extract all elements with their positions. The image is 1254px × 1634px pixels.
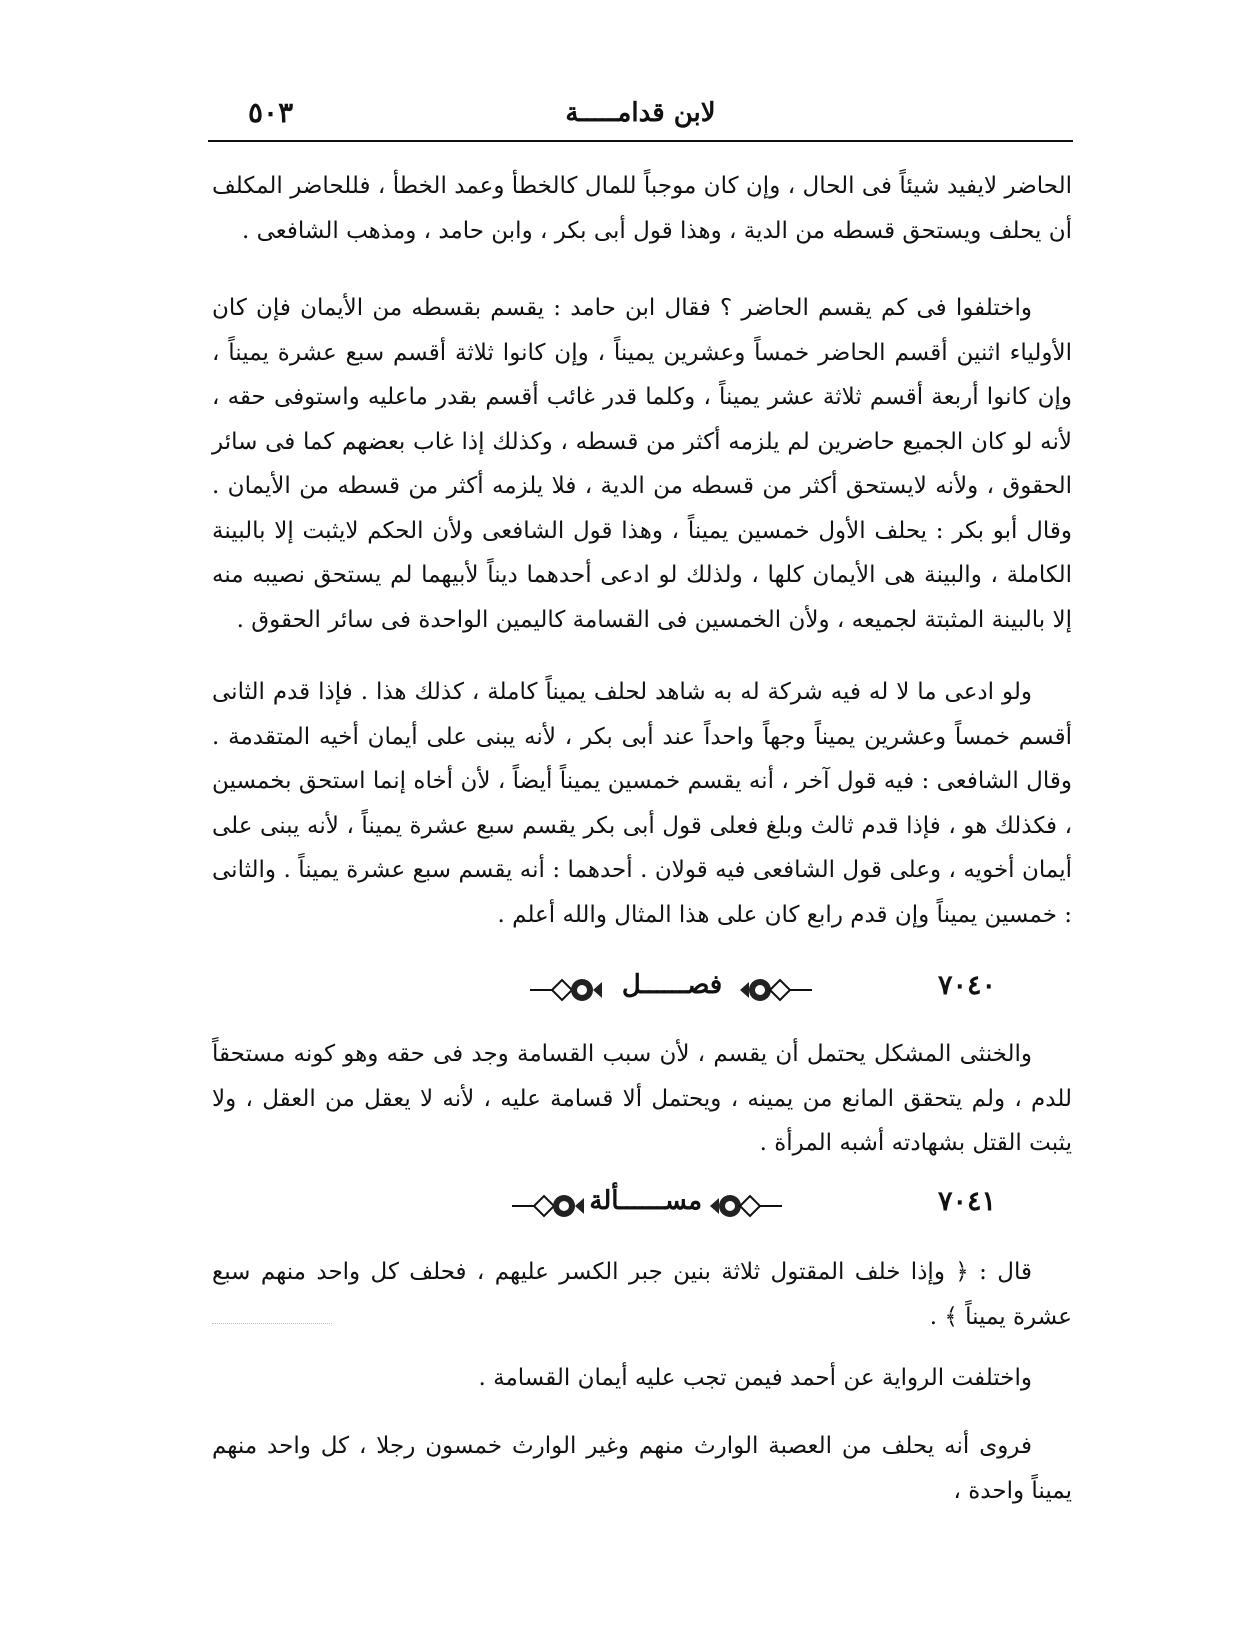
section-number: ٧٠٤١ [937, 1186, 996, 1217]
ornament-icon [732, 972, 812, 1008]
section-1-text: والخنثى المشكل يحتمل أن يقسم ، لأن سبب القسامة وجد فى حقه وهو كونه مستحقاً للدم ، ولم يتحقق المانع من يمينه ، ويحتمل ألا قسامة عليه ، لأنه لا يعقل من العقل ، ولا يثبت القتل بشهادته أشبه المرأة . [212, 1041, 1072, 1156]
section-title: مســــــألة [589, 1186, 702, 1216]
closing-paragraph-1: واختلفت الرواية عن أحمد فيمن تجب عليه أيمان القسامة . [478, 1365, 1032, 1391]
paragraph-1: الحاضر لايفيد شيئاً فى الحال ، وإن كان موجباً للمال كالخطأ وعمد الخطأ ، فللحاضر المكلف أن يحلف ويستحق قسطه من الدية ، وهذا قول أبى بكر ، وابن حامد ، ومذهب الشافعى . [212, 173, 1072, 244]
section-2-text: قال : ﴿ وإذا خلف المقتول ثلاثة بنين جبر الكسر عليهم ، فحلف كل واحد منهم سبع عشرة يميناً ﴾ . [212, 1259, 1072, 1330]
divider [212, 1319, 332, 1324]
page-number: ٥٠٣ [248, 96, 294, 129]
closing-paragraph-2: فروى أنه يحلف من العصبة الوارث منهم وغير الوارث خمسون رجلا ، كل واحد منهم يميناً واحدة ، [212, 1433, 1072, 1504]
section-title: فصــــــل [621, 970, 723, 1000]
ornament-icon [512, 1188, 592, 1224]
paragraph-2: واختلفوا فى كم يقسم الحاضر ؟ فقال ابن حامد : يقسم بقسطه من الأيمان فإن كان الأولياء اثنين أقسم الحاضر خمساً وعشرين يميناً ، وإن كانوا ثلاثة أقسم سبع عشرة يميناً ، وإن كانوا أربعة أقسم ثلاثة عشر يميناً ، وكلما قدر غائب أقسم بقدر ماعليه واستوفى حقه ، لأنه لو كان الجميع حاضرين لم يلزمه أكثر من قسطه ، وكذلك إذا غاب بعضهم كما فى سائر الحقوق ، ولأنه لايستحق أكثر من قسطه من الدية ، فلا يلزمه أكثر من قسطه من الأيمان . وقال أبو بكر : يحلف الأول خمسين يميناً ، وهذا قول الشافعى ولأن الحكم لايثبت إلا بالبينة الكاملة ، والبينة هى الأيمان كلها ، ولذلك لو ادعى أحدهما ديناً لأبيهما لم يستحق نصيبه منه إلا بالبينة المثبتة لجميعه ، ولأن الخمسين فى القسامة كاليمين الواحدة فى سائر الحقوق . [212, 295, 1072, 633]
section-heading-fasl [212, 970, 1072, 1014]
section-heading-masala [212, 1186, 1072, 1230]
paragraph-3: ولو ادعى ما لا له فيه شركة له به شاهد لحلف يميناً كاملة ، كذلك هذا . فإذا قدم الثانى أقسم خمساً وعشرين يميناً وجهاً واحداً عند أبى بكر ، لأنه يبنى على أيمان أخيه المتقدمة . وقال الشافعى : فيه قول آخر ، أنه يقسم خمسين يميناً أيضاً ، لأن أخاه إنما استحق بخمسين ، فكذلك هو ، فإذا قدم ثالث وبلغ فعلى قول أبى بكر يقسم سبع عشرة يميناً ، لأنه يبنى على أيمان أخويه ، وعلى قول الشافعى فيه قولان . أحدهما : أنه يقسم سبع عشرة يميناً . والثانى : خمسين يميناً وإن قدم رابع كان على هذا المثال والله أعلم . [212, 679, 1072, 928]
header-title: لابن قدامـــــة [565, 98, 716, 128]
running-header [208, 92, 1073, 142]
section-number: ٧٠٤٠ [937, 970, 996, 1001]
ornament-icon [702, 1188, 782, 1224]
